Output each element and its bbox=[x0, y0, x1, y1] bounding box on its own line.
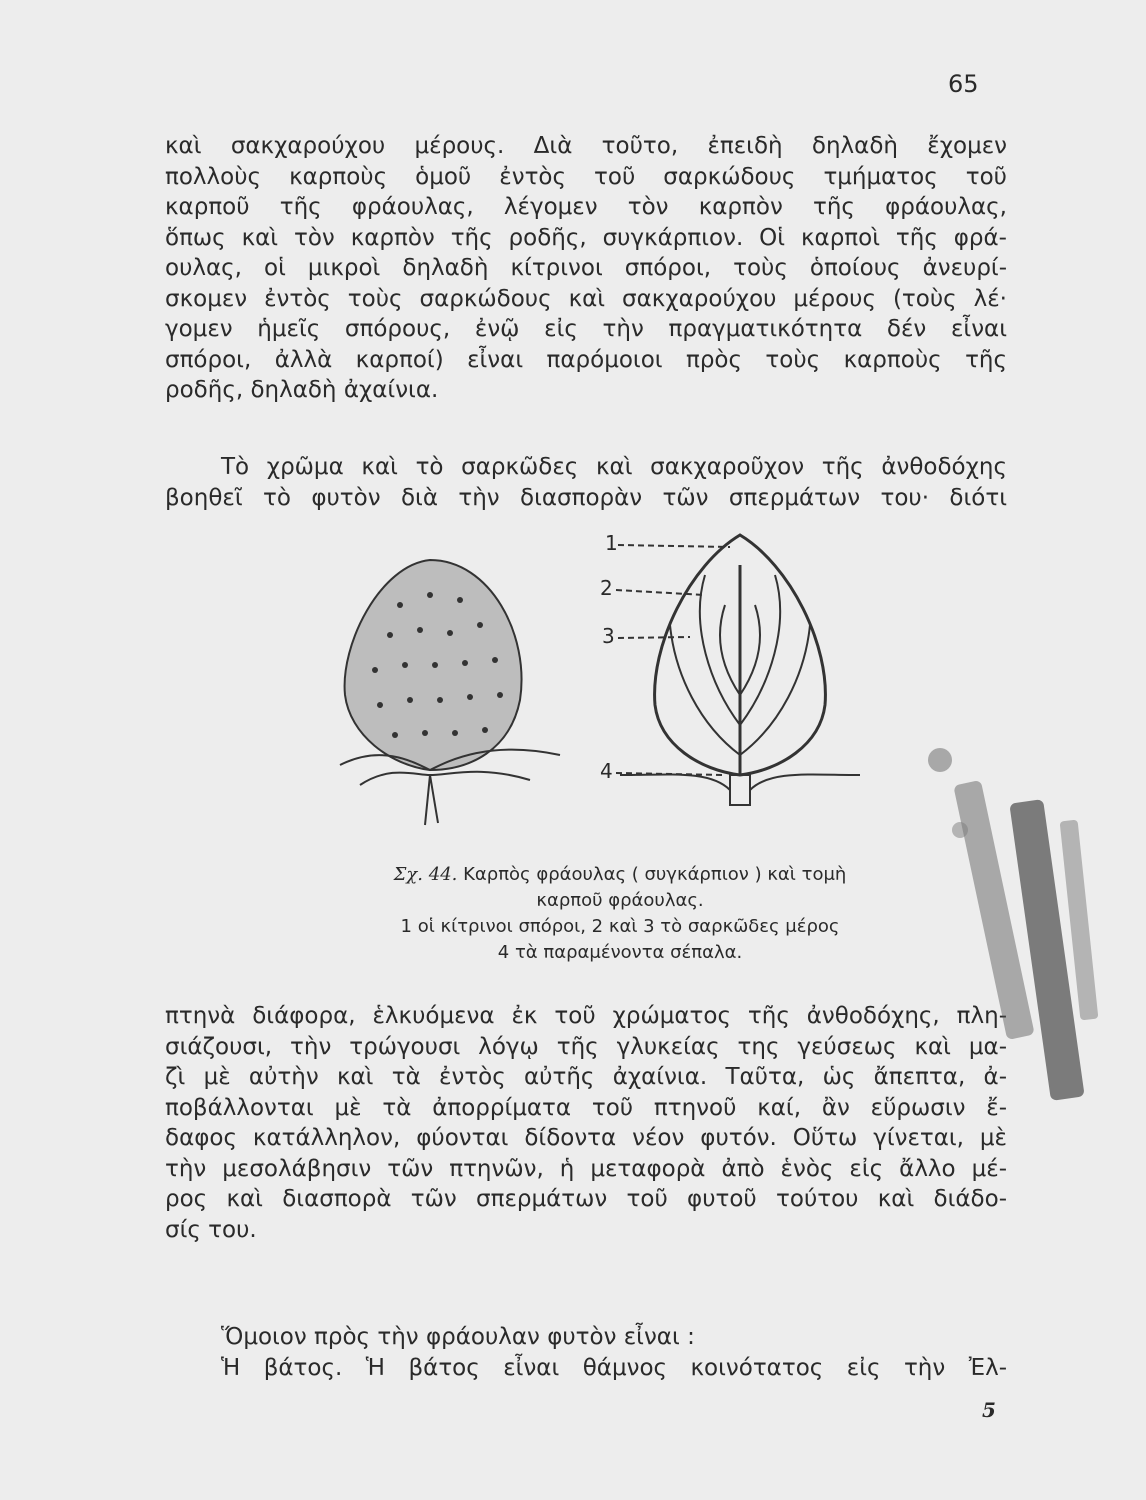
library-stamp-icon bbox=[920, 700, 1100, 1140]
figure-caption bbox=[300, 862, 940, 966]
text-line: καρποῦ τῆς φράουλας, λέγομεν τὸν καρπὸν τῆς φράουλας, bbox=[165, 194, 1007, 220]
figure-label-4: 4 bbox=[600, 759, 613, 783]
text-line: πτηνὰ διάφορα, ἑλκυόμενα ἐκ τοῦ χρώματος τῆς ἀνθοδόχης, πλη- bbox=[165, 1003, 1007, 1029]
caption-text: Καρπὸς φράουλας ( συγκάρπιον ) καὶ τομὴ bbox=[463, 864, 847, 885]
text-line: σπόροι, ἀλλὰ καρποί) εἶναι παρόμοιοι πρὸς τοὺς καρποὺς τῆς bbox=[165, 346, 1007, 373]
page-number: 65 bbox=[948, 70, 979, 98]
text-line: τὴν μεσολάβησιν τῶν πτηνῶν, ἡ μεταφορὰ ἀπὸ ἑνὸς εἰς ἄλλο μέ- bbox=[165, 1155, 1007, 1182]
text-line: Τὸ χρῶμα καὶ τὸ σαρκῶδες καὶ σακχαροῦχον τῆς ἀνθοδόχης bbox=[221, 454, 1007, 480]
text-line: ρος καὶ διασπορὰ τῶν σπερμάτων τοῦ φυτοῦ τούτου καὶ διάδο- bbox=[165, 1186, 1007, 1212]
figure-label-1: 1 bbox=[605, 531, 618, 555]
text-line: ποβάλλονται μὲ τὰ ἀπορρίματα τοῦ πτηνοῦ καί, ἂν εὕρωσιν ἔ- bbox=[165, 1094, 1007, 1121]
text-line: πολλοὺς καρποὺς ὁμοῦ ἐντὸς τοῦ σαρκώδους τμήματος τοῦ bbox=[165, 163, 1007, 190]
text-line: Ἡ βάτος. Ἡ βάτος εἶναι θάμνος κοινότατος εἰς τὴν Ἐλ- bbox=[221, 1354, 1007, 1381]
strawberry-drawing bbox=[340, 560, 560, 825]
caption-line: καρποῦ φράουλας. bbox=[536, 890, 704, 911]
caption-line: 4 τὰ παραμένοντα σέπαλα. bbox=[497, 942, 743, 963]
figure-label-2: 2 bbox=[600, 576, 613, 600]
text-line: ὅπως καὶ τὸν καρπὸν τῆς ροδῆς, συγκάρπιον. Οἱ καρποὶ τῆς φρά- bbox=[165, 224, 1007, 251]
text-line: γομεν ἡμεῖς σπόρους, ἐνῷ εἰς τὴν πραγματικότητα δέν εἶναι bbox=[165, 316, 1007, 342]
text-line: ροδῆς, δηλαδὴ ἀχαίνια. bbox=[165, 377, 439, 403]
text-line: σκομεν ἐντὸς τοὺς σαρκώδους καὶ σακχαρούχου μέρους (τοὺς λέ· bbox=[165, 285, 1007, 312]
caption-label: Σχ. 44. bbox=[393, 864, 458, 885]
strawberry-section-drawing bbox=[620, 535, 860, 805]
text-line: σιάζουσι, τὴν τρώγουσι λόγῳ τῆς γλυκείας της γεύσεως καὶ μα- bbox=[165, 1033, 1007, 1060]
text-line: Ὅμοιον πρὸς τὴν φράουλαν φυτὸν εἶναι : bbox=[221, 1324, 695, 1350]
paragraph-3 bbox=[165, 1001, 1007, 1245]
paragraph-1 bbox=[165, 131, 1007, 406]
caption-line bbox=[300, 862, 940, 888]
text-line: ζὶ μὲ αὐτὴν καὶ τὰ ἐντὸς αὐτῆς ἀχαίνια. Ταῦτα, ὡς ἄπεπτα, ἀ- bbox=[165, 1064, 1007, 1090]
signature-number: 5 bbox=[982, 1398, 996, 1422]
figure-label-3: 3 bbox=[602, 624, 615, 648]
strawberry-figure bbox=[320, 525, 880, 865]
text-line: ουλας, οἱ μικροὶ δηλαδὴ κίτρινοι σπόροι, τοὺς ὁποίους ἀνευρί- bbox=[165, 255, 1007, 281]
text-line: βοηθεῖ τὸ φυτὸν διὰ τὴν διασπορὰν τῶν σπερμάτων του· διότι bbox=[165, 484, 1007, 511]
caption-line: 1 οἱ κίτρινοι σπόροι, 2 καὶ 3 τὸ σαρκῶδες μέρος bbox=[400, 916, 840, 937]
text-line: δαφος κατάλληλον, φύονται δίδοντα νέον φυτόν. Οὕτω γίνεται, μὲ bbox=[165, 1125, 1007, 1151]
paragraph-4 bbox=[165, 1322, 1007, 1383]
text-line: σίς του. bbox=[165, 1216, 257, 1243]
text-line: καὶ σακχαρούχου μέρους. Διὰ τοῦτο, ἐπειδὴ δηλαδὴ ἔχομεν bbox=[165, 133, 1007, 159]
paragraph-2 bbox=[165, 452, 1007, 513]
